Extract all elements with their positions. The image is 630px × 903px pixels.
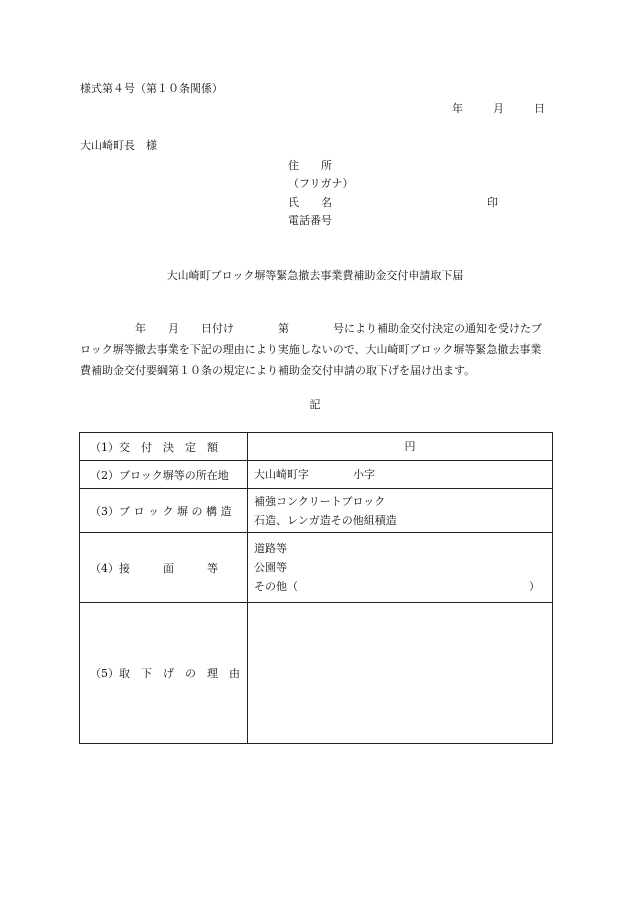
phone-label: 電話番号 <box>288 214 332 227</box>
structure-value[interactable] <box>248 489 553 533</box>
frontage-option-other: その他（ ） <box>254 580 540 593</box>
structure-label: （3）ブ ロ ッ ク 塀 の 構 造 <box>80 489 248 533</box>
date-line <box>452 100 545 116</box>
form-table <box>79 432 553 744</box>
document-title: 大山崎町ブロック塀等緊急撤去事業費補助金交付申請取下届 <box>166 269 464 282</box>
grant-amount-value[interactable] <box>248 433 553 461</box>
location-label: （2）ブロック塀等の所在地 <box>80 461 248 489</box>
withdrawal-reason-label: （5）取 下 げ の 理 由 <box>80 603 248 744</box>
structure-option-masonry: 石造、レンガ造その他組積造 <box>254 513 397 527</box>
table-row <box>80 433 553 461</box>
seal-mark: 印 <box>487 196 498 209</box>
form-number: 様式第４号（第１０条関係） <box>80 82 223 95</box>
address-label: 住 所 <box>288 159 332 172</box>
name-label: 氏 名 <box>288 196 332 209</box>
date-day: 日 <box>534 102 545 115</box>
yen-unit: 円 <box>404 440 416 453</box>
ki-heading: 記 <box>309 398 321 411</box>
addressee: 大山崎町長 様 <box>80 139 157 152</box>
frontage-value[interactable] <box>248 533 553 603</box>
location-value[interactable]: 大山崎町字 小字 <box>248 461 553 489</box>
grant-amount-label: （1）交 付 決 定 額 <box>80 433 248 461</box>
date-year: 年 <box>452 102 463 115</box>
frontage-option-park: 公園等 <box>254 561 287 574</box>
frontage-label: （4）接 面 等 <box>80 533 248 603</box>
withdrawal-reason-value[interactable] <box>248 603 553 744</box>
table-row <box>80 533 553 603</box>
structure-option-reinforced: 補強コンクリートブロック <box>254 494 386 508</box>
body-text: 年 月 日付け 第 号により補助金交付決定の通知を受けたブロック塀等撤去事業を下記の理由により実施しないので、大山崎町ブロック塀等緊急撤去事業費補助金交付要綱第１０条の規定により補助金交付申請の取下げを届け出ます。 <box>80 322 542 377</box>
furigana-label: （フリガナ） <box>288 177 354 190</box>
date-month: 月 <box>493 102 504 115</box>
table-row <box>80 461 553 489</box>
table-row <box>80 603 553 744</box>
frontage-option-road: 道路等 <box>254 542 287 555</box>
table-row <box>80 489 553 533</box>
